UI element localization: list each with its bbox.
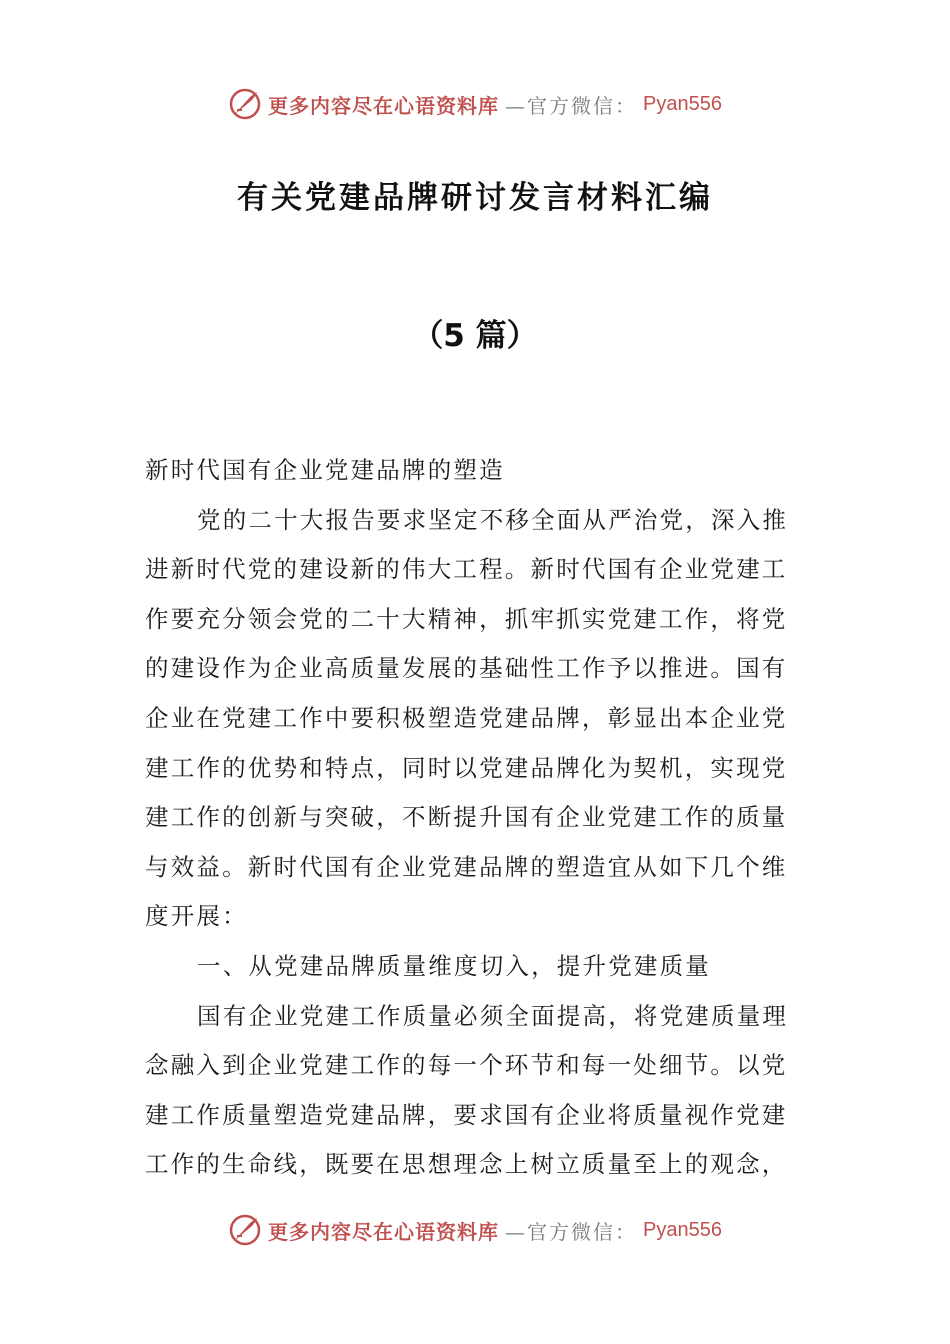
watermark-main-text: 更多内容尽在心语资料库: [268, 1219, 500, 1244]
body-line: 建工作的创新与突破，不断提升国有企业党建工作的质量: [145, 803, 788, 832]
body-line: 进新时代党的建设新的伟大工程。新时代国有企业党建工: [145, 555, 788, 584]
body-line: 与效益。新时代国有企业党建品牌的塑造宜从如下几个维: [145, 852, 788, 881]
quill-logo-icon: [228, 87, 262, 121]
body-line: 建工作的优势和特点，同时以党建品牌化为契机，实现党: [145, 753, 788, 782]
body-line: 国有企业党建工作质量必须全面提高，将党建质量理: [197, 1001, 789, 1030]
quill-logo-icon: [228, 1213, 262, 1247]
body-line: 工作的生命线，既要在思想理念上树立质量至上的观念，: [145, 1150, 788, 1179]
watermark-main-text: 更多内容尽在心语资料库: [268, 93, 500, 118]
footer-watermark: [0, 1208, 950, 1252]
header-watermark: [0, 82, 950, 126]
body-line: 度开展：: [145, 902, 248, 931]
document-title: 有关党建品牌研讨发言材料汇编: [237, 180, 713, 216]
body-line: 的建设作为企业高质量发展的基础性工作予以推进。国有: [145, 654, 788, 683]
watermark-wechat-id: Pyan556: [643, 1218, 722, 1241]
document-subtitle: （5 篇）: [412, 318, 538, 354]
section-heading: 新时代国有企业党建品牌的塑造: [145, 456, 505, 484]
body-line: 作要充分领会党的二十大精神，抓牢抓实党建工作，将党: [145, 604, 788, 633]
body-line: 党的二十大报告要求坚定不移全面从严治党，深入推: [197, 505, 789, 534]
body-line: 企业在党建工作中要积极塑造党建品牌，彰显出本企业党: [145, 703, 788, 732]
body-line: 建工作质量塑造党建品牌，要求国有企业将质量视作党建: [145, 1100, 788, 1129]
watermark-sub-text: —官方微信：: [505, 1219, 638, 1244]
watermark-wechat-id: Pyan556: [643, 92, 722, 115]
document-body: [145, 446, 805, 1190]
body-line: 念融入到企业党建工作的每一个环节和每一处细节。以党: [145, 1051, 788, 1080]
watermark-sub-text: —官方微信：: [505, 93, 638, 118]
subsection-heading: 一、从党建品牌质量维度切入，提升党建质量: [197, 951, 711, 980]
